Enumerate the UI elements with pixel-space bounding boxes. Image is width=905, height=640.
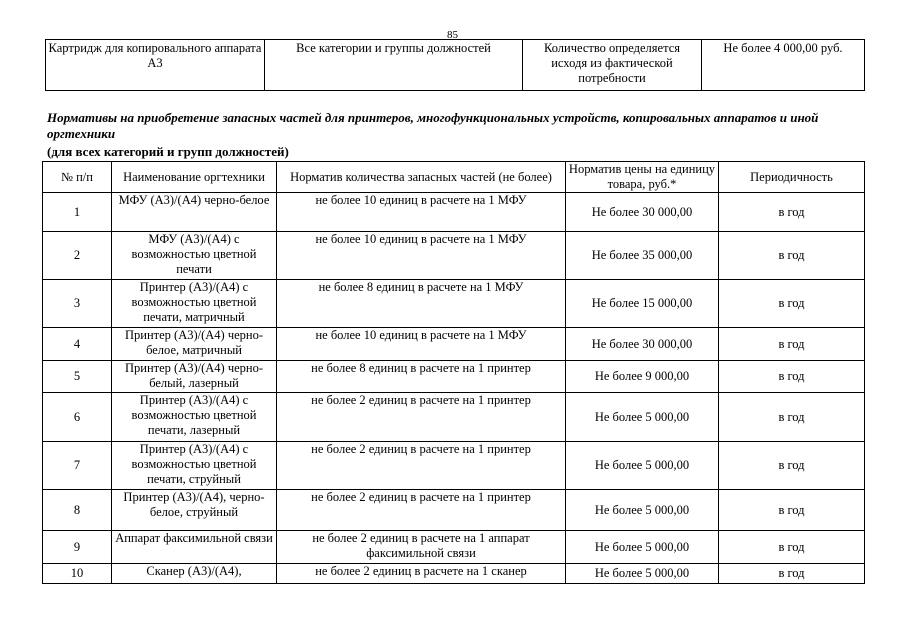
row-period: в год — [719, 280, 865, 328]
row-quantity: не более 8 единиц в расчете на 1 принтер — [277, 361, 566, 393]
row-quantity: не более 10 единиц в расчете на 1 МФУ — [277, 193, 566, 232]
row-price: Не более 5 000,00 — [566, 490, 719, 531]
row-name: Сканер (А3)/(А4), — [112, 564, 277, 584]
row-name: Аппарат факсимильной связи — [112, 531, 277, 564]
row-number: 6 — [43, 393, 112, 442]
section-title: Нормативы на приобретение запасных частей для принтеров, многофункциональных устройств, копировальных аппаратов и иной оргтехники — [47, 110, 819, 141]
table-row — [43, 564, 865, 584]
row-price: Не более 5 000,00 — [566, 442, 719, 490]
table-row — [43, 361, 865, 393]
header-quantity: Норматив количества запасных частей (не более) — [277, 162, 566, 193]
table-row — [43, 531, 865, 564]
row-period: в год — [719, 193, 865, 232]
row-price: Не более 5 000,00 — [566, 564, 719, 584]
row-number: 7 — [43, 442, 112, 490]
header-price: Норматив цены на единицу товара, руб.* — [566, 162, 719, 193]
top-cell-quantity: Количество определяется исходя из фактической потребности — [523, 40, 702, 91]
page-number: 85 — [447, 29, 458, 41]
header-name: Наименование оргтехники — [112, 162, 277, 193]
row-name: Принтер (А3)/(А4), черно-белое, струйный — [112, 490, 277, 531]
row-name: Принтер (А3)/(А4) черно-белый, лазерный — [112, 361, 277, 393]
row-quantity: не более 2 единиц в расчете на 1 сканер — [277, 564, 566, 584]
top-table — [45, 39, 865, 91]
row-quantity: не более 2 единиц в расчете на 1 принтер — [277, 442, 566, 490]
row-name: МФУ (А3)/(А4) черно-белое — [112, 193, 277, 232]
row-quantity: не более 2 единиц в расчете на 1 принтер — [277, 393, 566, 442]
row-period: в год — [719, 564, 865, 584]
row-quantity: не более 8 единиц в расчете на 1 МФУ — [277, 280, 566, 328]
row-price: Не более 15 000,00 — [566, 280, 719, 328]
top-cell-category: Все категории и группы должностей — [265, 40, 523, 91]
row-period: в год — [719, 393, 865, 442]
row-period: в год — [719, 442, 865, 490]
row-number: 5 — [43, 361, 112, 393]
spare-parts-table — [42, 161, 865, 584]
row-price: Не более 30 000,00 — [566, 193, 719, 232]
row-period: в год — [719, 531, 865, 564]
table-row — [43, 393, 865, 442]
table-row — [43, 328, 865, 361]
row-number: 10 — [43, 564, 112, 584]
row-name: Принтер (А3)/(А4) черно-белое, матричный — [112, 328, 277, 361]
row-price: Не более 9 000,00 — [566, 361, 719, 393]
row-name: Принтер (А3)/(А4) с возможностью цветной печати, лазерный — [112, 393, 277, 442]
row-period: в год — [719, 232, 865, 280]
row-quantity: не более 2 единиц в расчете на 1 принтер — [277, 490, 566, 531]
top-cell-item: Картридж для копировального аппарата А3 — [46, 40, 265, 91]
row-number: 1 — [43, 193, 112, 232]
section-subtitle: (для всех категорий и групп должностей) — [47, 144, 289, 159]
table-row — [43, 490, 865, 531]
row-quantity: не более 2 единиц в расчете на 1 аппарат факсимильной связи — [277, 531, 566, 564]
table-header-row — [43, 162, 865, 193]
table-row — [43, 232, 865, 280]
top-cell-price: Не более 4 000,00 руб. — [702, 40, 865, 91]
table-row — [43, 193, 865, 232]
header-number: № п/п — [43, 162, 112, 193]
row-quantity: не более 10 единиц в расчете на 1 МФУ — [277, 232, 566, 280]
table-row — [43, 442, 865, 490]
row-name: Принтер (А3)/(А4) с возможностью цветной печати, струйный — [112, 442, 277, 490]
row-price: Не более 35 000,00 — [566, 232, 719, 280]
top-table-row — [46, 40, 865, 91]
row-number: 4 — [43, 328, 112, 361]
row-period: в год — [719, 361, 865, 393]
row-name: МФУ (А3)/(А4) с возможностью цветной печати — [112, 232, 277, 280]
row-number: 3 — [43, 280, 112, 328]
row-number: 9 — [43, 531, 112, 564]
row-period: в год — [719, 328, 865, 361]
header-period: Периодичность — [719, 162, 865, 193]
row-price: Не более 30 000,00 — [566, 328, 719, 361]
row-name: Принтер (А3)/(А4) с возможностью цветной печати, матричный — [112, 280, 277, 328]
row-number: 8 — [43, 490, 112, 531]
row-price: Не более 5 000,00 — [566, 393, 719, 442]
row-number: 2 — [43, 232, 112, 280]
row-period: в год — [719, 490, 865, 531]
row-price: Не более 5 000,00 — [566, 531, 719, 564]
table-row — [43, 280, 865, 328]
row-quantity: не более 10 единиц в расчете на 1 МФУ — [277, 328, 566, 361]
